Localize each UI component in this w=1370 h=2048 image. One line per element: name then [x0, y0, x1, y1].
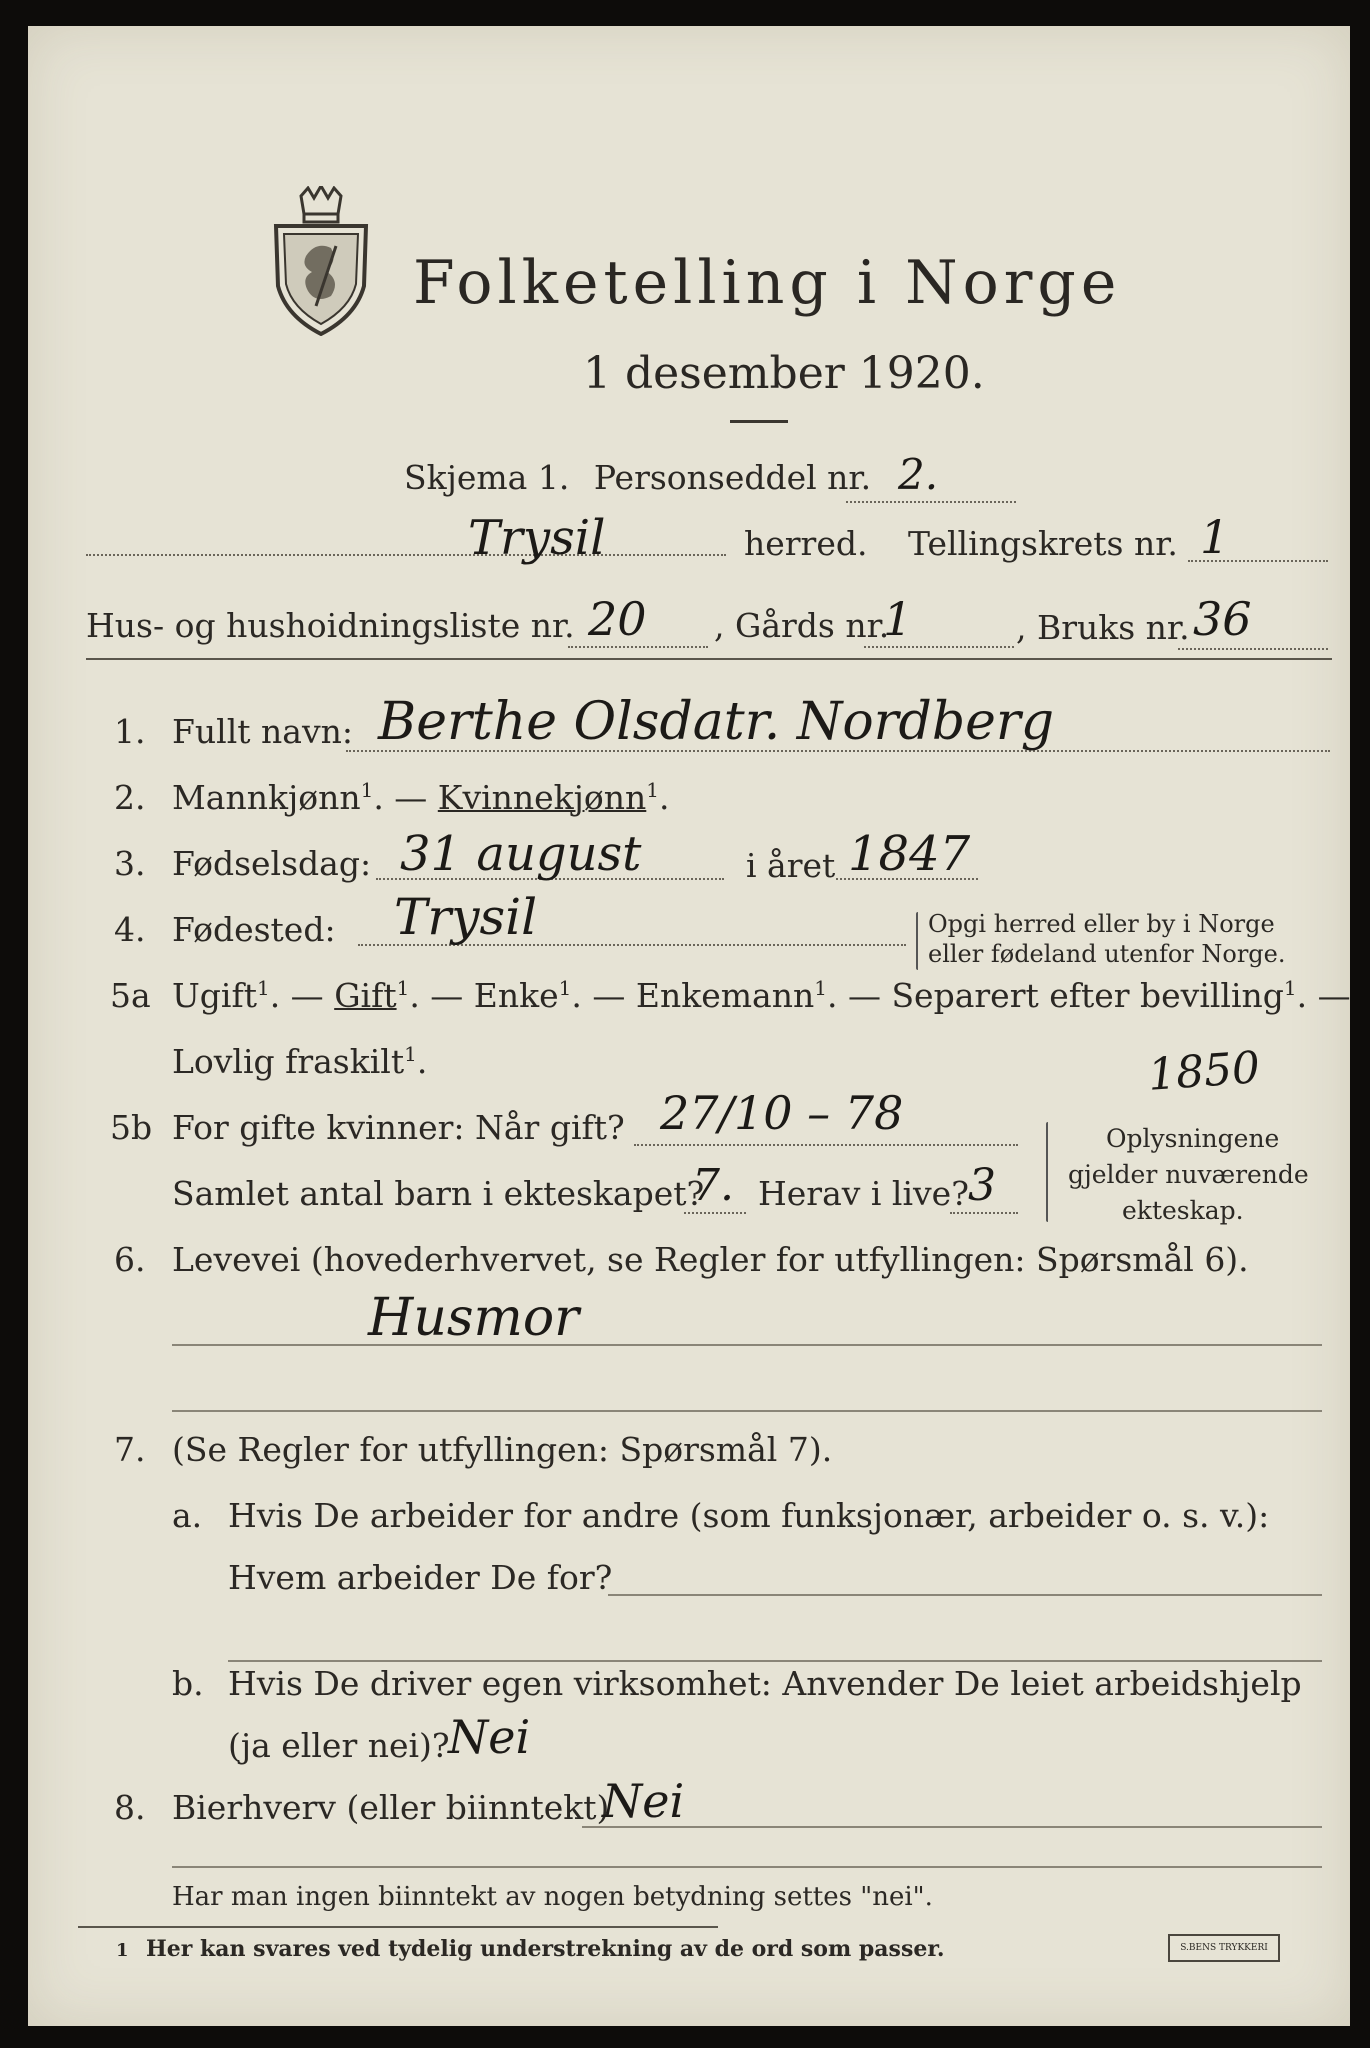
q4-brace	[916, 912, 918, 970]
q5a-dash-1: . —	[269, 976, 324, 1015]
tellingskrets-label: Tellingskrets nr.	[908, 524, 1178, 563]
q8-number: 8.	[114, 1788, 146, 1827]
gender-male-option: Mannkjønn	[172, 778, 361, 817]
married-when-line	[634, 1144, 1018, 1146]
form-date: 1 desember 1920.	[583, 348, 985, 399]
q5a-dash-5: . —	[1296, 976, 1351, 1015]
gift-option: Gift	[334, 976, 397, 1015]
q5b-brace	[1046, 1122, 1048, 1222]
q5a-dash-4: . —	[826, 976, 881, 1015]
fraskilt-option: Lovlig fraskilt	[172, 1042, 405, 1081]
birthdate-value: 31 august	[400, 826, 642, 882]
q3-number: 3.	[114, 844, 146, 883]
alive-label: Herav i live?	[758, 1174, 969, 1213]
coat-of-arms-emblem	[246, 186, 396, 336]
q2-row	[172, 778, 670, 817]
q5a-number: 5a	[110, 976, 151, 1015]
herred-label: herred.	[744, 524, 868, 563]
hired-help-value: Nei	[448, 1710, 531, 1764]
children-line	[684, 1212, 746, 1214]
herred-value: Trysil	[468, 510, 606, 566]
footnote-divider	[78, 1926, 718, 1928]
occupation-value: Husmor	[368, 1288, 579, 1348]
year-label: i året	[746, 846, 836, 885]
q5a-dash-3: . —	[571, 976, 626, 1015]
census-form	[28, 26, 1350, 2026]
q8-line-2	[172, 1866, 1322, 1868]
enke-option: Enke	[473, 976, 559, 1015]
bruks-label: , Bruks nr.	[1016, 608, 1190, 647]
q2-sup: 1	[360, 778, 374, 802]
marital-status-row	[172, 976, 1351, 1015]
q7-number: 7.	[114, 1430, 146, 1469]
q7a-line-2	[228, 1660, 1322, 1662]
title-divider	[730, 420, 788, 423]
footnote-mark: 1	[116, 1940, 129, 1961]
married-when-value: 27/10 – 78	[660, 1086, 904, 1140]
q4-number: 4.	[114, 910, 146, 949]
skjema-row	[404, 458, 871, 497]
q4-note-1: Opgi herred eller by i Norge	[928, 910, 1275, 938]
q6-line-2	[172, 1410, 1322, 1412]
q8-line	[582, 1826, 1322, 1828]
q1-label: Fullt navn:	[172, 712, 353, 751]
q7b-question: (ja eller nei)?	[228, 1726, 450, 1765]
q5a-sup-3: 1	[558, 976, 572, 1000]
husholdningsliste-value: 20	[588, 592, 647, 646]
q5a-sup-2: 1	[396, 976, 410, 1000]
footnote-text: Her kan svares ved tydelig understrekning av de ord som passer.	[146, 1936, 945, 1962]
q8-label: Bierhverv (eller biinntekt)	[172, 1788, 610, 1827]
skjema-prefix: Skjema 1.	[404, 458, 570, 497]
q2-end: .	[659, 778, 670, 817]
q5a-sup-4: 1	[814, 976, 827, 1000]
q6-line-1	[172, 1344, 1322, 1346]
gards-line	[864, 646, 1014, 648]
separert-option: Separert efter bevilling	[891, 976, 1284, 1015]
q7a-question: Hvem arbeider De for?	[228, 1558, 613, 1597]
form-title: Folketelling i Norge	[413, 248, 1122, 318]
side-income-value: Nei	[602, 1774, 685, 1828]
q5a-sup-1: 1	[256, 976, 270, 1000]
married-when-label: For gifte kvinner: Når gift?	[172, 1108, 625, 1147]
birthplace-value: Trysil	[394, 888, 538, 946]
q3-label: Fødselsdag:	[172, 844, 372, 883]
husholdningsliste-label: Hus- og hushoidningsliste nr.	[86, 606, 575, 645]
q5b-note-1: Oplysningene	[1106, 1124, 1280, 1153]
q5a-sup-6: 1	[404, 1042, 417, 1066]
bruks-line	[1178, 648, 1328, 650]
q5b-note-2: gjelder nuværende	[1068, 1160, 1309, 1189]
children-value: 7.	[692, 1160, 734, 1211]
q2-sup-2: 1	[646, 778, 660, 802]
personseddel-line	[846, 501, 1016, 503]
q7a-text: Hvis De arbeider for andre (som funksjonær, arbeider o. s. v.):	[228, 1496, 1270, 1535]
q4-label: Fødested:	[172, 910, 336, 949]
bruks-value: 36	[1193, 592, 1252, 646]
enkemann-option: Enkemann	[635, 976, 815, 1015]
children-label: Samlet antal barn i ekteskapet?	[172, 1174, 705, 1213]
q4-note-2: eller fødeland utenfor Norge.	[928, 940, 1286, 968]
full-name-value: Berthe Olsdatr. Nordberg	[378, 692, 1055, 752]
personseddel-label: Personseddel nr.	[593, 458, 872, 497]
q7a-letter: a.	[172, 1496, 203, 1535]
alive-line	[950, 1212, 1018, 1214]
q5a-dash-2: . —	[409, 976, 464, 1015]
gender-female-option: Kvinnekjønn	[437, 778, 647, 817]
q2-number: 2.	[114, 778, 146, 817]
herred-line	[86, 554, 726, 556]
personseddel-value: 2.	[898, 450, 939, 499]
q7b-letter: b.	[172, 1664, 204, 1703]
gards-label: , Gårds nr.	[714, 606, 890, 645]
gards-value: 1	[883, 592, 913, 646]
header-divider	[86, 658, 1332, 660]
margin-note-1850: 1850	[1146, 1042, 1262, 1101]
q2-sep: . —	[373, 778, 438, 817]
q5b-note-3: ekteskap.	[1122, 1196, 1244, 1225]
q5b-number: 5b	[110, 1108, 153, 1147]
printer-stamp: S.BENS TRYKKERI	[1168, 1934, 1280, 1962]
alive-value: 3	[968, 1160, 996, 1211]
husholdningsliste-line	[568, 646, 708, 648]
ugift-option: Ugift	[172, 976, 257, 1015]
footer-note: Har man ingen biinntekt av nogen betydning settes "nei".	[172, 1882, 933, 1912]
q7a-line-1	[608, 1594, 1322, 1596]
q5a-sup-5: 1	[1283, 976, 1297, 1000]
q6-label: Levevei (hovederhvervet, se Regler for utfyllingen: Spørsmål 6).	[172, 1240, 1249, 1279]
q7-label: (Se Regler for utfyllingen: Spørsmål 7).	[172, 1430, 833, 1469]
q6-number: 6.	[114, 1240, 146, 1279]
fraskilt-row: Lovlig fraskilt$^1$.	[172, 1042, 428, 1081]
birthyear-value: 1847	[848, 826, 971, 882]
q7b-text: Hvis De driver egen virksomhet: Anvender De leiet arbeidshjelp	[228, 1664, 1302, 1703]
q1-number: 1.	[114, 712, 146, 751]
tellingskrets-value: 1	[1200, 510, 1230, 564]
